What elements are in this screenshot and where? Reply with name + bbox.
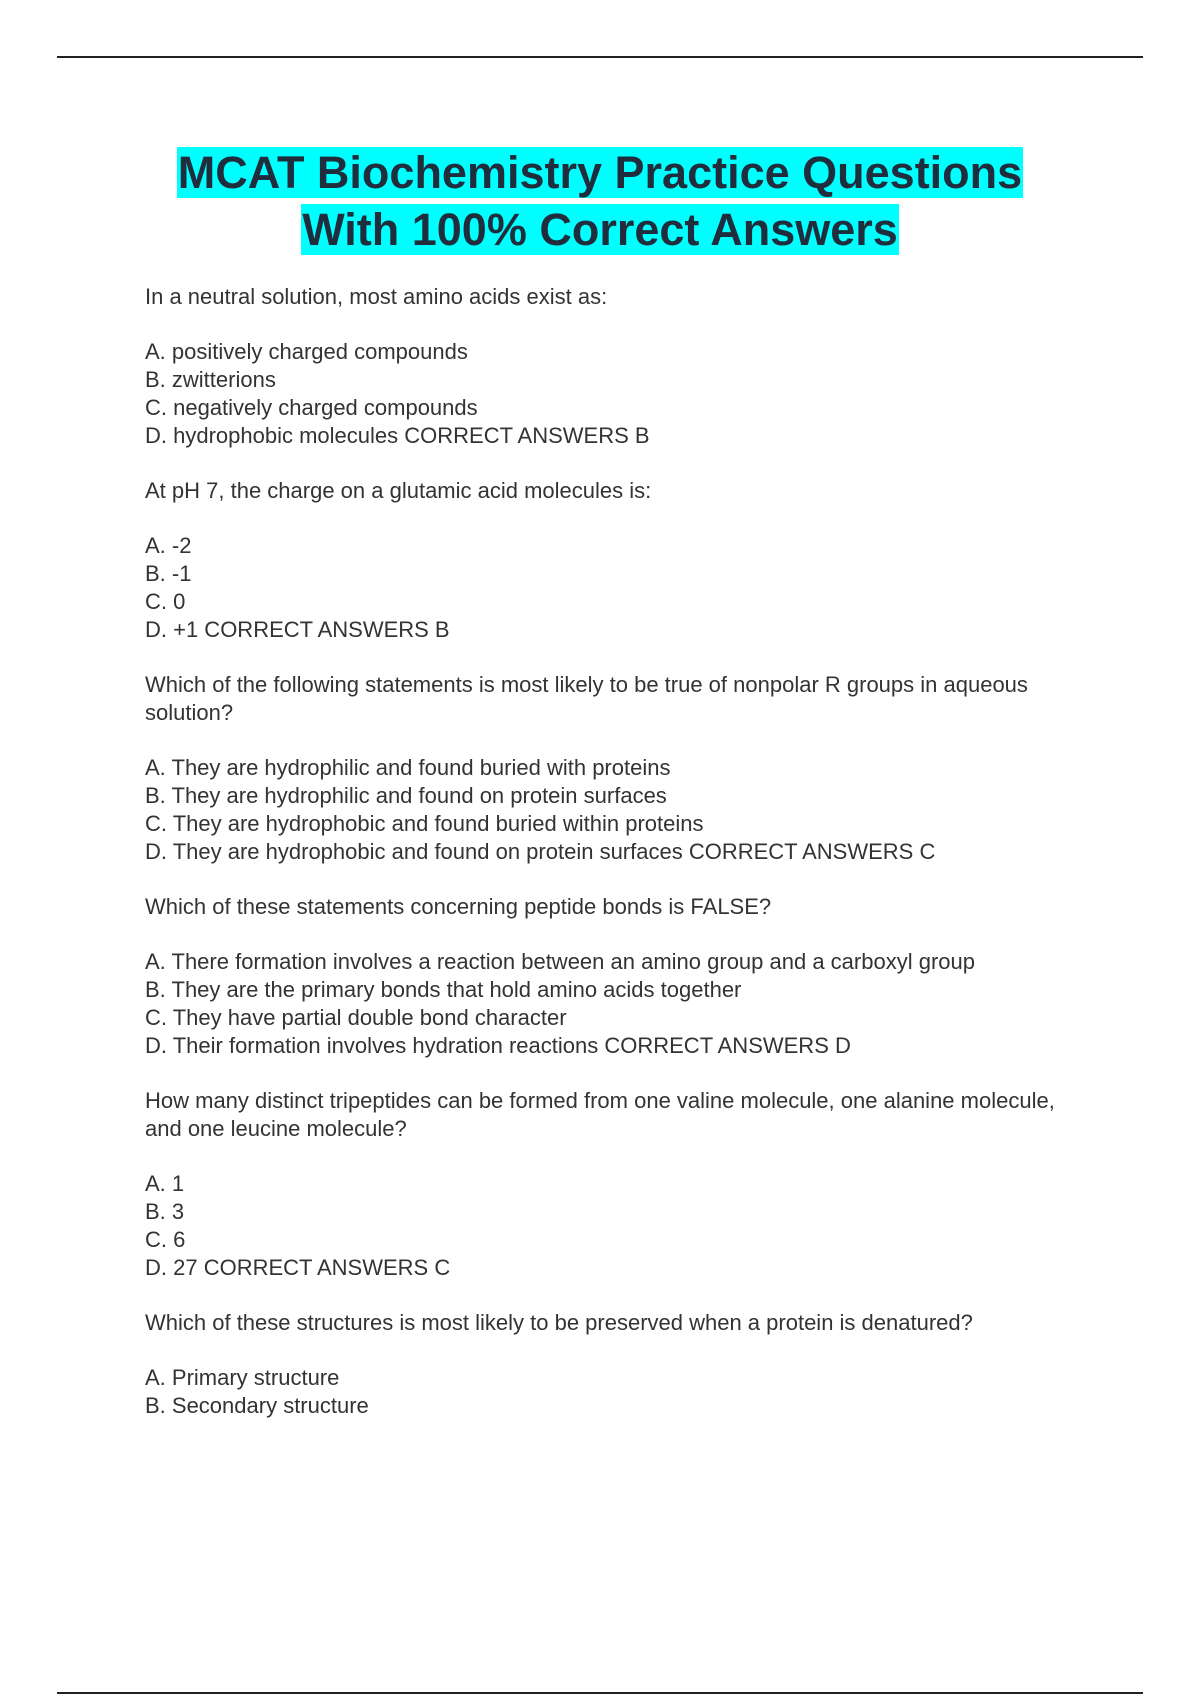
option: D. They are hydrophobic and found on protein surfaces CORRECT ANSWERS C (145, 839, 936, 864)
option: A. positively charged compounds (145, 339, 468, 364)
question-text: Which of these structures is most likely to be preserved when a protein is denatured? (145, 1310, 973, 1335)
option: A. They are hydrophilic and found buried with proteins (145, 755, 671, 780)
title-line-1: MCAT Biochemistry Practice Questions (177, 147, 1023, 198)
option-list (145, 532, 1075, 644)
option: C. 0 (145, 589, 186, 614)
top-rule (57, 56, 1143, 58)
question-text: How many distinct tripeptides can be formed from one valine molecule, one alanine molecule, and one leucine molecule? (145, 1088, 1055, 1141)
question-block (145, 1087, 1075, 1282)
option: B. -1 (145, 561, 192, 586)
option: C. 6 (145, 1227, 186, 1252)
question-list (145, 283, 1075, 1447)
option: B. Secondary structure (145, 1393, 369, 1418)
page-title (0, 144, 1200, 258)
option: A. Primary structure (145, 1365, 340, 1390)
option: D. hydrophobic molecules CORRECT ANSWERS B (145, 423, 650, 448)
question-text: At pH 7, the charge on a glutamic acid molecules is: (145, 478, 652, 503)
bottom-rule (57, 1692, 1143, 1694)
question-block (145, 1309, 1075, 1420)
option: A. There formation involves a reaction between an amino group and a carboxyl group (145, 949, 975, 974)
option: B. They are hydrophilic and found on protein surfaces (145, 783, 667, 808)
option: D. +1 CORRECT ANSWERS B (145, 617, 450, 642)
option: A. 1 (145, 1171, 185, 1196)
question-text: Which of these statements concerning peptide bonds is FALSE? (145, 894, 772, 919)
option: C. negatively charged compounds (145, 395, 478, 420)
option: B. zwitterions (145, 367, 276, 392)
question-text: Which of the following statements is most likely to be true of nonpolar R groups in aqueous solution? (145, 672, 1028, 725)
option: B. 3 (145, 1199, 185, 1224)
question-block (145, 893, 1075, 1060)
option-list (145, 1170, 1075, 1282)
question-text: In a neutral solution, most amino acids exist as: (145, 284, 608, 309)
option-list (145, 1364, 1075, 1420)
option-list (145, 338, 1075, 450)
option-list (145, 754, 1075, 866)
question-block (145, 283, 1075, 450)
question-block (145, 477, 1075, 644)
option: A. -2 (145, 533, 192, 558)
title-line-2: With 100% Correct Answers (302, 204, 898, 255)
option: B. They are the primary bonds that hold amino acids together (145, 977, 742, 1002)
option: D. Their formation involves hydration reactions CORRECT ANSWERS D (145, 1033, 851, 1058)
option: C. They have partial double bond character (145, 1005, 567, 1030)
option: D. 27 CORRECT ANSWERS C (145, 1255, 451, 1280)
option: C. They are hydrophobic and found buried within proteins (145, 811, 704, 836)
question-block (145, 671, 1075, 866)
option-list (145, 948, 1075, 1060)
